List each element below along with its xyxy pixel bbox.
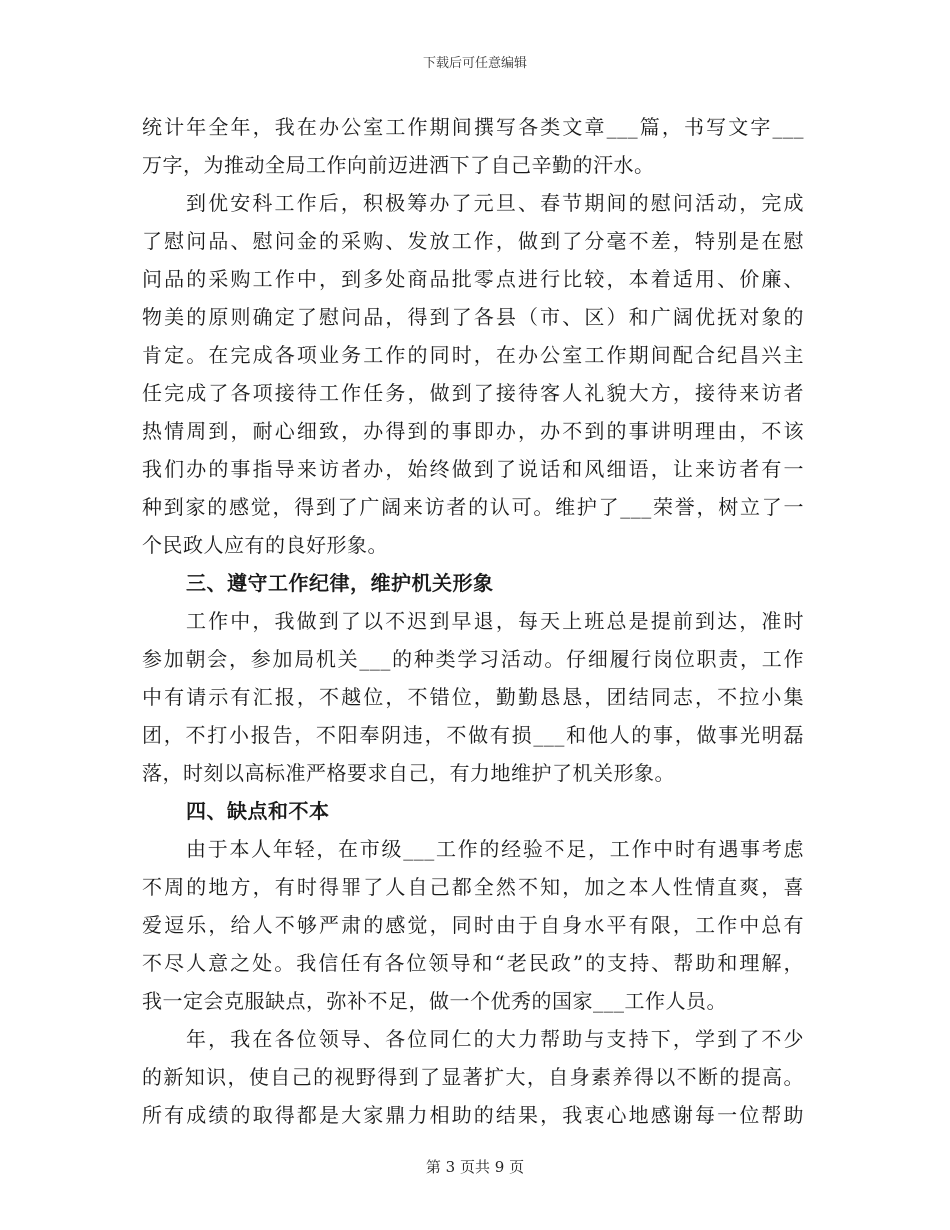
paragraph-first-line: 年，我在各位领导、各位同仁的大力帮助与支持下，学到了不少 [186, 1027, 804, 1051]
body-line: 落，时刻以高标准严格要求自己，有力地维护了机关形象。 [142, 761, 675, 785]
paragraph-first-line: 到优安科工作后，积极筹办了元旦、春节期间的慰问活动，完成 [186, 191, 804, 215]
body-line: 肯定。在完成各项业务工作的同时，在办公室工作期间配合纪昌兴主 [142, 343, 804, 367]
body-line: 团，不打小报告，不阳奉阴违，不做有损___和他人的事，做事光明磊 [142, 723, 804, 747]
body-line: 任完成了各项接待工作任务，做到了接待客人礼貌大方，接待来访者 [142, 381, 804, 405]
document-body [142, 108, 804, 1134]
body-line: 我一定会克服缺点，弥补不足，做一个优秀的国家___工作人员。 [142, 989, 727, 1013]
paragraph-first-line: 由于本人年轻，在市级___工作的经验不足，工作中时有遇事考虑 [186, 837, 804, 861]
body-line: 热情周到，耐心细致，办得到的事即办，办不到的事讲明理由，不该 [142, 419, 804, 443]
body-line: 不周的地方，有时得罪了人自己都全然不知，加之本人性情直爽，喜 [142, 875, 804, 899]
body-line: 问品的采购工作中，到多处商品批零点进行比较，本着适用、价廉、 [142, 267, 804, 291]
body-line: 万字，为推动全局工作向前迈进洒下了自己辛勤的汗水。 [142, 153, 655, 177]
body-line: 爱逗乐，给人不够严肃的感觉，同时由于自身水平有限，工作中总有 [142, 913, 804, 937]
body-line: 不尽人意之处。我信任有各位领导和“老民政”的支持、帮助和理解， [142, 951, 804, 975]
body-line: 个民政人应有的良好形象。 [142, 533, 388, 557]
body-line: 种到家的感觉，得到了广阔来访者的认可。维护了___荣誉，树立了一 [142, 495, 804, 519]
paragraph-first-line: 工作中，我做到了以不迟到早退，每天上班总是提前到达，准时 [186, 609, 804, 633]
body-line: 的新知识，使自己的视野得到了显著扩大，自身素养得以不断的提高。 [142, 1065, 804, 1089]
body-line: 我们办的事指导来访者办，始终做到了说话和风细语，让来访者有一 [142, 457, 804, 481]
section-heading: 三、遵守工作纪律，维护机关形象 [186, 571, 494, 595]
body-line: 统计年全年，我在办公室工作期间撰写各类文章___篇，书写文字___ [142, 115, 804, 139]
body-line: 所有成绩的取得都是大家鼎力相助的结果，我衷心地感谢每一位帮助 [142, 1103, 804, 1127]
body-line: 了慰问品、慰问金的采购、发放工作，做到了分毫不差，特别是在慰 [142, 229, 804, 253]
section-heading: 四、缺点和不本 [186, 799, 330, 823]
body-line: 物美的原则确定了慰问品，得到了各县（市、区）和广阔优抚对象的 [142, 305, 804, 329]
page-footer: 第 3 页共 9 页 [425, 1158, 525, 1176]
page-header: 下载后可任意编辑 [422, 56, 527, 71]
body-line: 参加朝会，参加局机关___的种类学习活动。仔细履行岗位职责，工作 [142, 647, 804, 671]
body-line: 中有请示有汇报，不越位，不错位，勤勤恳恳，团结同志，不拉小集 [142, 685, 804, 709]
